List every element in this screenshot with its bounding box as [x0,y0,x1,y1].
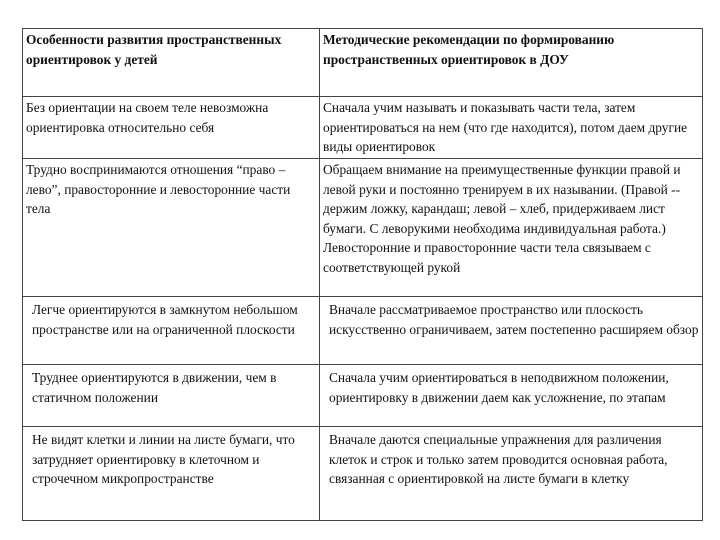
recommendations-table [22,28,703,521]
recommendation-cell: Вначале даются специальные упражнения для различения клеток и строк и только затем проводится основная работа, связанная с ориентировкой на листе бумаги в клетку [320,427,703,521]
table-row [23,97,703,159]
feature-cell: Трудно воспринимаются отношения “право – лево”, правосторонние и левосторонние части тела [23,159,320,297]
feature-cell: Без ориентации на своем теле невозможна ориентировка относительно себя [23,97,320,159]
table-row [23,365,703,427]
recommendation-cell: Обращаем внимание на преимущественные функции правой и левой руки и постоянно тренируем в их назывании. (Правой -- держим ложку, карандаш; левой – хлеб, придерживаем лист бумаги. С леворукими необходима индивидуальная работа.) Левосторонние и правосторонние части тела связываем с соответствующей рукой [320,159,703,297]
recommendation-cell: Вначале рассматриваемое пространство или плоскость искусственно ограничиваем, затем постепенно расширяем обзор [320,297,703,365]
table-header-row [23,29,703,97]
table-row [23,159,703,297]
feature-cell: Труднее ориентируются в движении, чем в статичном положении [23,365,320,427]
recommendation-cell: Сначала учим называть и показывать части тела, затем ориентироваться на нем (что где находится), потом даем другие виды ориентировок [320,97,703,159]
table-row [23,297,703,365]
header-cell-recommendations: Методические рекомендации по формированию пространственных ориентировок в ДОУ [320,29,703,97]
feature-cell: Не видят клетки и линии на листе бумаги, что затрудняет ориентировку в клеточном и строчечном микропространстве [23,427,320,521]
feature-cell: Легче ориентируются в замкнутом небольшом пространстве или на ограниченной плоскости [23,297,320,365]
header-cell-features: Особенности развития пространственных ориентировок у детей [23,29,320,97]
recommendation-cell: Сначала учим ориентироваться в неподвижном положении, ориентировку в движении даем как усложнение, по этапам [320,365,703,427]
table-row [23,427,703,521]
